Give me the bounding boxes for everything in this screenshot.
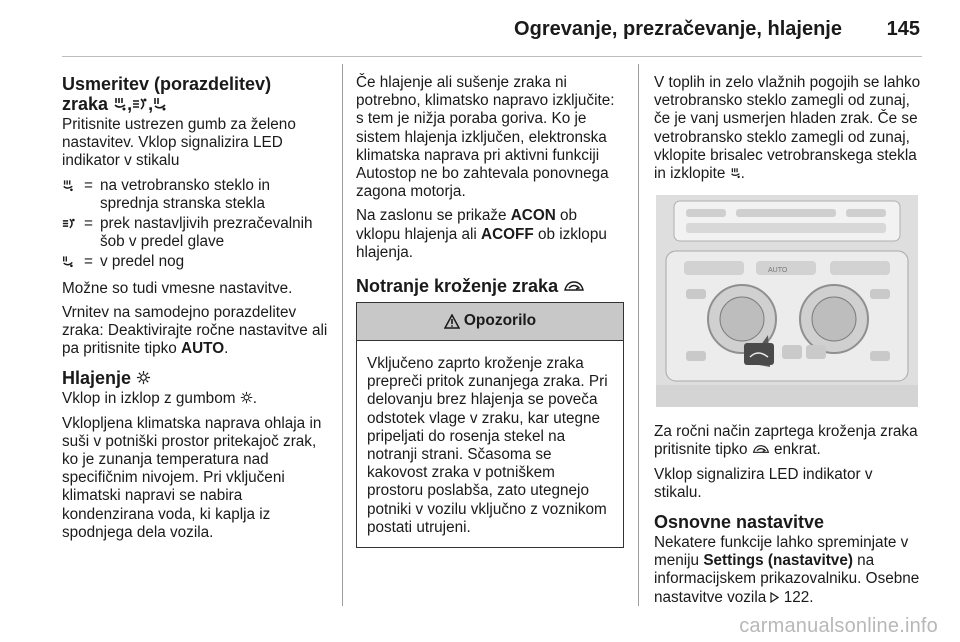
column-2 [356,74,624,548]
page-header [0,0,960,56]
definition-row: = na vetrobransko steklo in sprednja stranska stekla [62,177,330,213]
windshield-feet-airflow-icon [62,177,84,192]
head-airflow-icon [62,215,84,230]
panel-auto-label: AUTO [768,267,788,275]
acon-acoff-text: Na zaslonu se prikaže ACON ob vklopu hlajenja ali ACOFF ob izklopu hlajenja. [356,207,607,261]
recirculation-icon [563,279,585,293]
column-divider-1 [342,64,343,606]
windshield-feet-airflow-icon [113,97,127,111]
acon-label: ACON [510,207,556,225]
intro-text: Pritisnite ustrezen gumb za želeno nastavitev. Vklop signalizira LED indikator v stikalu [62,116,296,170]
section-title-basic-settings: Osnovne nastavitve [654,512,825,533]
recirculation-manual-text: Za ročni način zaprtega kroženja zraka pritisnite tipko enkrat. [654,423,918,459]
section-title-cooling: Hlajenje [62,368,330,388]
feet-airflow-icon [153,97,167,111]
definition-row: = v predel nog [62,253,330,271]
page-number: 145 [886,18,920,40]
warning-body: Vključeno zaprto kroženje zraka prepreči pritok zunanjega zraka. Pri delovanju brez hlajenja se poveča odstotek vlage v zraku, kar utegne pripeljati do rosenja stekel na notranji strani. Sčasoma se kakovost zraka v potniškem prostoru poslabša, zato utegnejo potniki v vozilu vključno z voznikom postati utrujeni. [367,355,608,536]
warning-triangle-icon [444,314,460,329]
section-title-air-distribution: Usmeritev (porazdelitev) zraka , , [62,74,272,114]
warning-box [356,302,624,548]
acoff-label: ACOFF [481,225,534,243]
ac-off-text: Če hlajenje ali sušenje zraka ni potrebno, klimatsko napravo izključite: s tem je nižja poraba goriva. Ko je sistem hlajenja izključen, elektronska klimatska naprava pri aktivni funkciji Autostop ne bo zahtevala ponovnega zagona motorja. [356,74,615,201]
definition-row: = prek nastavljivih prezračevalnih šob v predel glave [62,215,330,251]
cooling-toggle-text: Vklop in izklop z gumbom . [62,390,257,408]
feet-airflow-icon [62,253,84,268]
fogging-text: V toplih in zelo vlažnih pogojih se lahko vetrobransko steklo zamegli od zunaj, če je vanj usmerjen hladen zrak. Če se vetrobransko steklo zamegli od zunaj, vklopite brisalec vetrobranskega stekla in izklopite . [654,74,921,183]
watermark: carmanualsonline.info [739,615,938,637]
column-3 [654,74,924,613]
auto-reset-text: Vrnitev na samodejno porazdelitev zraka: Deaktivirajte ročne nastavitve ali pa pritisnite tipko AUTO. [62,303,328,358]
header-divider [62,56,922,57]
recirculation-icon [752,443,770,455]
snowflake-icon [136,370,151,385]
head-airflow-icon [132,97,148,111]
auto-key-label: AUTO [181,340,225,358]
section-title-recirculation: Notranje kroženje zraka [356,276,624,296]
led-indicator-text: Vklop signalizira LED indikator v stikalu. [654,465,873,501]
running-title: Ogrevanje, prezračevanje, hlajenje [514,18,842,40]
column-1 [62,74,330,548]
windshield-feet-airflow-icon [730,167,741,179]
page-reference-link[interactable]: 122 [783,588,810,606]
settings-menu-label: Settings (nastavitve) [703,552,853,570]
intermediate-settings-text: Možne so tudi vmesne nastavitve. [62,279,293,297]
cooling-description: Vklopljena klimatska naprava ohlaja in suši v potniški prostor pritekajoč zrak, ko je zunanja temperatura nad specifičnim nivojem. Pri vključeni klimatski napravi se nabira kondenzirana voda, ki kaplja iz spodnjega dela vozila. [62,414,322,541]
snowflake-icon [240,391,253,404]
page-reference-arrow-icon [770,592,779,603]
warning-header: Opozorilo [357,303,623,341]
climate-control-panel-photo [656,195,918,407]
airflow-definition-list [62,177,330,272]
column-divider-2 [638,64,639,606]
basic-settings-text: Nekatere funkcije lahko spreminjate v meniju Settings (nastavitve) na informacijskem prikazovalniku. Osebne nastavitve vozila 122. [654,534,920,606]
